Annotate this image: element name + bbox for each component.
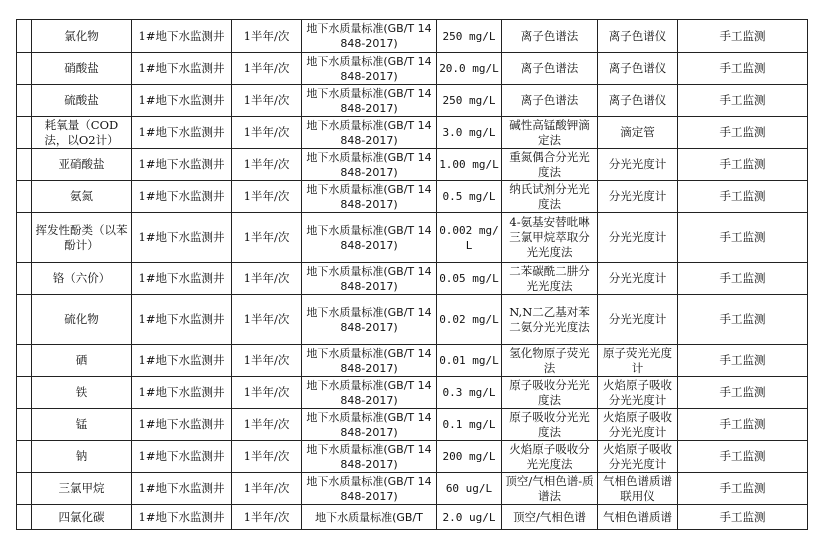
instrument-cell: 离子色谱仪 bbox=[598, 53, 678, 85]
frequency-cell: 1半年/次 bbox=[232, 181, 302, 213]
frequency-cell: 1半年/次 bbox=[232, 409, 302, 441]
groundwater-monitoring-table bbox=[16, 19, 808, 530]
item-cell: 锰 bbox=[32, 409, 132, 441]
row-margin-cell bbox=[17, 149, 32, 181]
instrument-cell: 分光光度计 bbox=[598, 213, 678, 263]
method-cell: 二苯碳酰二肼分光光度法 bbox=[502, 263, 598, 295]
frequency-cell: 1半年/次 bbox=[232, 295, 302, 345]
standard-cell: 地下水质量标准(GB/T 14848-2017) bbox=[302, 473, 437, 505]
table-row bbox=[17, 117, 808, 149]
method-cell: 碱性高锰酸钾滴定法 bbox=[502, 117, 598, 149]
table-row bbox=[17, 345, 808, 377]
method-cell: N,N二乙基对苯二氨分光光度法 bbox=[502, 295, 598, 345]
table-row bbox=[17, 53, 808, 85]
item-cell: 三氯甲烷 bbox=[32, 473, 132, 505]
point-cell: 1#地下水监测井 bbox=[132, 409, 232, 441]
limit-cell: 250 mg/L bbox=[437, 85, 502, 117]
table-body bbox=[17, 20, 808, 530]
table-row bbox=[17, 409, 808, 441]
method-cell: 原子吸收分光光度法 bbox=[502, 377, 598, 409]
table-row bbox=[17, 20, 808, 53]
point-cell: 1#地下水监测井 bbox=[132, 85, 232, 117]
table-row bbox=[17, 473, 808, 505]
row-margin-cell bbox=[17, 441, 32, 473]
instrument-cell: 分光光度计 bbox=[598, 149, 678, 181]
item-cell: 挥发性酚类（以苯酚计） bbox=[32, 213, 132, 263]
point-cell: 1#地下水监测井 bbox=[132, 20, 232, 53]
point-cell: 1#地下水监测井 bbox=[132, 53, 232, 85]
frequency-cell: 1半年/次 bbox=[232, 505, 302, 530]
method-cell: 离子色谱法 bbox=[502, 85, 598, 117]
standard-cell: 地下水质量标准(GB/T 14848-2017) bbox=[302, 213, 437, 263]
row-margin-cell bbox=[17, 20, 32, 53]
standard-cell: 地下水质量标准(GB/T 14848-2017) bbox=[302, 409, 437, 441]
point-cell: 1#地下水监测井 bbox=[132, 263, 232, 295]
item-cell: 氨氮 bbox=[32, 181, 132, 213]
table-row bbox=[17, 441, 808, 473]
point-cell: 1#地下水监测井 bbox=[132, 505, 232, 530]
frequency-cell: 1半年/次 bbox=[232, 263, 302, 295]
mode-cell: 手工监测 bbox=[678, 181, 808, 213]
method-cell: 顶空/气相色谱 bbox=[502, 505, 598, 530]
mode-cell: 手工监测 bbox=[678, 377, 808, 409]
row-margin-cell bbox=[17, 409, 32, 441]
instrument-cell: 分光光度计 bbox=[598, 263, 678, 295]
instrument-cell: 原子荧光光度计 bbox=[598, 345, 678, 377]
table-row bbox=[17, 85, 808, 117]
standard-cell: 地下水质量标准(GB/T 14848-2017) bbox=[302, 149, 437, 181]
row-margin-cell bbox=[17, 85, 32, 117]
limit-cell: 0.1 mg/L bbox=[437, 409, 502, 441]
point-cell: 1#地下水监测井 bbox=[132, 377, 232, 409]
table-row bbox=[17, 377, 808, 409]
method-cell: 氢化物原子荧光法 bbox=[502, 345, 598, 377]
mode-cell: 手工监测 bbox=[678, 85, 808, 117]
mode-cell: 手工监测 bbox=[678, 295, 808, 345]
point-cell: 1#地下水监测井 bbox=[132, 117, 232, 149]
frequency-cell: 1半年/次 bbox=[232, 377, 302, 409]
row-margin-cell bbox=[17, 345, 32, 377]
standard-cell: 地下水质量标准(GB/T 14848-2017) bbox=[302, 345, 437, 377]
mode-cell: 手工监测 bbox=[678, 117, 808, 149]
point-cell: 1#地下水监测井 bbox=[132, 295, 232, 345]
standard-cell: 地下水质量标准(GB/T 14848-2017) bbox=[302, 20, 437, 53]
frequency-cell: 1半年/次 bbox=[232, 53, 302, 85]
mode-cell: 手工监测 bbox=[678, 505, 808, 530]
table-row bbox=[17, 213, 808, 263]
point-cell: 1#地下水监测井 bbox=[132, 213, 232, 263]
table-row bbox=[17, 295, 808, 345]
item-cell: 铁 bbox=[32, 377, 132, 409]
limit-cell: 0.05 mg/L bbox=[437, 263, 502, 295]
mode-cell: 手工监测 bbox=[678, 345, 808, 377]
instrument-cell: 气相色谱质谱 bbox=[598, 505, 678, 530]
method-cell: 顶空/气相色谱-质谱法 bbox=[502, 473, 598, 505]
limit-cell: 20.0 mg/L bbox=[437, 53, 502, 85]
instrument-cell: 火焰原子吸收分光光度计 bbox=[598, 409, 678, 441]
instrument-cell: 离子色谱仪 bbox=[598, 85, 678, 117]
standard-cell: 地下水质量标准(GB/T 14848-2017) bbox=[302, 377, 437, 409]
method-cell: 纳氏试剂分光光度法 bbox=[502, 181, 598, 213]
item-cell: 硫化物 bbox=[32, 295, 132, 345]
limit-cell: 200 mg/L bbox=[437, 441, 502, 473]
standard-cell: 地下水质量标准(GB/T 14848-2017) bbox=[302, 441, 437, 473]
frequency-cell: 1半年/次 bbox=[232, 345, 302, 377]
frequency-cell: 1半年/次 bbox=[232, 213, 302, 263]
item-cell: 亚硝酸盐 bbox=[32, 149, 132, 181]
limit-cell: 60 ug/L bbox=[437, 473, 502, 505]
item-cell: 硝酸盐 bbox=[32, 53, 132, 85]
frequency-cell: 1半年/次 bbox=[232, 85, 302, 117]
mode-cell: 手工监测 bbox=[678, 473, 808, 505]
limit-cell: 250 mg/L bbox=[437, 20, 502, 53]
item-cell: 耗氧量（COD法，以O2计） bbox=[32, 117, 132, 149]
row-margin-cell bbox=[17, 213, 32, 263]
limit-cell: 3.0 mg/L bbox=[437, 117, 502, 149]
table-row bbox=[17, 149, 808, 181]
item-cell: 钠 bbox=[32, 441, 132, 473]
instrument-cell: 滴定管 bbox=[598, 117, 678, 149]
table-row bbox=[17, 181, 808, 213]
frequency-cell: 1半年/次 bbox=[232, 473, 302, 505]
item-cell: 氯化物 bbox=[32, 20, 132, 53]
row-margin-cell bbox=[17, 263, 32, 295]
limit-cell: 1.00 mg/L bbox=[437, 149, 502, 181]
limit-cell: 0.02 mg/L bbox=[437, 295, 502, 345]
instrument-cell: 火焰原子吸收分光光度计 bbox=[598, 441, 678, 473]
limit-cell: 0.002 mg/L bbox=[437, 213, 502, 263]
limit-cell: 0.5 mg/L bbox=[437, 181, 502, 213]
mode-cell: 手工监测 bbox=[678, 409, 808, 441]
point-cell: 1#地下水监测井 bbox=[132, 149, 232, 181]
instrument-cell: 离子色谱仪 bbox=[598, 20, 678, 53]
item-cell: 硫酸盐 bbox=[32, 85, 132, 117]
method-cell: 火焰原子吸收分光光度法 bbox=[502, 441, 598, 473]
row-margin-cell bbox=[17, 295, 32, 345]
method-cell: 重氮偶合分光光度法 bbox=[502, 149, 598, 181]
point-cell: 1#地下水监测井 bbox=[132, 441, 232, 473]
row-margin-cell bbox=[17, 53, 32, 85]
point-cell: 1#地下水监测井 bbox=[132, 345, 232, 377]
row-margin-cell bbox=[17, 505, 32, 530]
mode-cell: 手工监测 bbox=[678, 149, 808, 181]
mode-cell: 手工监测 bbox=[678, 20, 808, 53]
mode-cell: 手工监测 bbox=[678, 263, 808, 295]
method-cell: 4-氨基安替吡啉三氯甲烷萃取分光光度法 bbox=[502, 213, 598, 263]
frequency-cell: 1半年/次 bbox=[232, 117, 302, 149]
method-cell: 原子吸收分光光度法 bbox=[502, 409, 598, 441]
row-margin-cell bbox=[17, 377, 32, 409]
instrument-cell: 分光光度计 bbox=[598, 181, 678, 213]
frequency-cell: 1半年/次 bbox=[232, 20, 302, 53]
instrument-cell: 火焰原子吸收分光光度计 bbox=[598, 377, 678, 409]
row-margin-cell bbox=[17, 473, 32, 505]
standard-cell: 地下水质量标准(GB/T 14848-2017) bbox=[302, 117, 437, 149]
item-cell: 铬（六价） bbox=[32, 263, 132, 295]
limit-cell: 0.01 mg/L bbox=[437, 345, 502, 377]
standard-cell: 地下水质量标准(GB/T 14848-2017) bbox=[302, 295, 437, 345]
mode-cell: 手工监测 bbox=[678, 53, 808, 85]
instrument-cell: 分光光度计 bbox=[598, 295, 678, 345]
method-cell: 离子色谱法 bbox=[502, 53, 598, 85]
frequency-cell: 1半年/次 bbox=[232, 149, 302, 181]
table-row bbox=[17, 505, 808, 530]
method-cell: 离子色谱法 bbox=[502, 20, 598, 53]
item-cell: 硒 bbox=[32, 345, 132, 377]
point-cell: 1#地下水监测井 bbox=[132, 473, 232, 505]
standard-cell: 地下水质量标准(GB/T 14848-2017) bbox=[302, 263, 437, 295]
row-margin-cell bbox=[17, 117, 32, 149]
point-cell: 1#地下水监测井 bbox=[132, 181, 232, 213]
standard-cell: 地下水质量标准(GB/T 14848-2017) bbox=[302, 53, 437, 85]
mode-cell: 手工监测 bbox=[678, 441, 808, 473]
item-cell: 四氯化碳 bbox=[32, 505, 132, 530]
table-row bbox=[17, 263, 808, 295]
standard-cell: 地下水质量标准(GB/T 14848-2017) bbox=[302, 181, 437, 213]
limit-cell: 0.3 mg/L bbox=[437, 377, 502, 409]
row-margin-cell bbox=[17, 181, 32, 213]
limit-cell: 2.0 ug/L bbox=[437, 505, 502, 530]
standard-cell: 地下水质量标准(GB/T bbox=[302, 505, 437, 530]
mode-cell: 手工监测 bbox=[678, 213, 808, 263]
frequency-cell: 1半年/次 bbox=[232, 441, 302, 473]
instrument-cell: 气相色谱质谱联用仪 bbox=[598, 473, 678, 505]
standard-cell: 地下水质量标准(GB/T 14848-2017) bbox=[302, 85, 437, 117]
